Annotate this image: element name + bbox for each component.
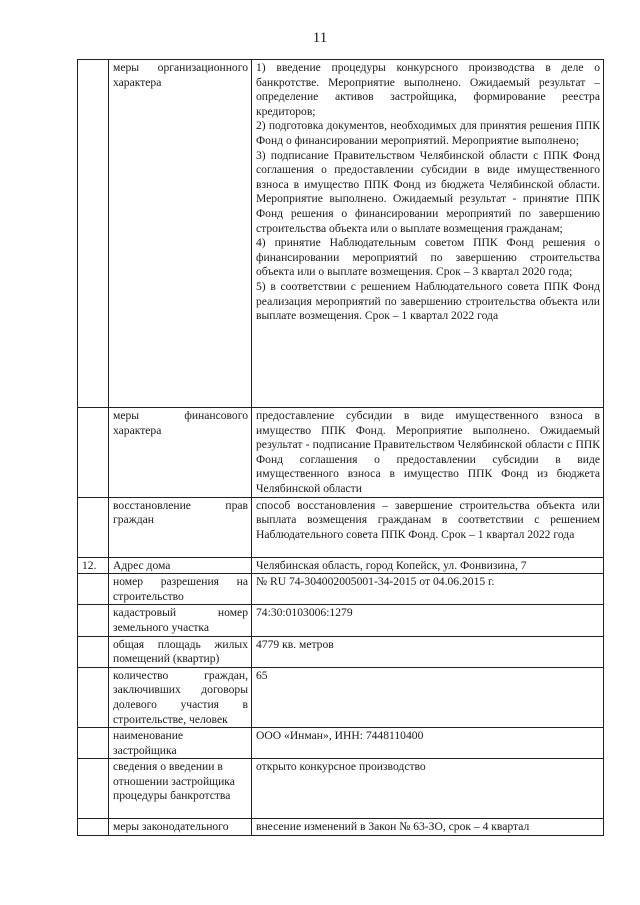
row-label: меры организационного характера — [109, 60, 252, 408]
table-row — [78, 605, 604, 636]
row-value: внесение изменений в Закон № 63-ЗО, срок – 4 квартал — [252, 819, 604, 836]
table-row — [78, 497, 604, 557]
row-value: ООО «Инман», ИНН: 7448110400 — [252, 728, 604, 759]
row-label: кадастровый номер земельного участка — [109, 605, 252, 636]
row-label: восстановление прав граждан — [109, 497, 252, 557]
value-paragraph: 1) введение процедуры конкурсного производства в деле о банкротстве. Мероприятие выполнено. Ожидаемый результат – определение активов застройщика, формирование реестра кредиторов; — [256, 61, 600, 118]
row-value: предоставление субсидии в виде имущественного взноса в имущество ППК Фонд. Мероприятие выполнено. Ожидаемый результат - подписание Правительством Челябинской области с ППК Фонд соглашения о предоставлении субсидии в виде имущественного взноса в имущество ППК Фонд из бюджета Челябинской области — [252, 408, 604, 498]
row-number — [78, 728, 109, 759]
table-row — [78, 574, 604, 605]
value-paragraph: 2) подготовка документов, необходимых для принятия решения ППК Фонд о финансировании мероприятий. Мероприятие выполнено; — [256, 119, 600, 147]
value-paragraph: 5) в соответствии с решением Наблюдательного совета ППК Фонд реализация мероприятий по завершению строительства объекта или выплате возмещения. Срок – 1 квартал 2022 года — [256, 279, 600, 323]
row-label: номер разрешения на строительство — [109, 574, 252, 605]
table-row — [78, 60, 604, 408]
row-label: меры финансового характера — [109, 408, 252, 498]
table-row — [78, 408, 604, 498]
row-number — [78, 574, 109, 605]
table-row — [78, 728, 604, 759]
row-label: сведения о введении в отношении застройщика процедуры банкротства — [109, 759, 252, 819]
row-number: 12. — [78, 557, 109, 574]
row-number — [78, 667, 109, 727]
row-label: Адрес дома — [109, 557, 252, 574]
row-value: № RU 74-304002005001-34-2015 от 04.06.2015 г. — [252, 574, 604, 605]
row-number — [78, 819, 109, 836]
table-row — [78, 557, 604, 574]
value-paragraph: 3) подписание Правительством Челябинской области с ППК Фонд соглашения о предоставлении субсидии в виде имущественного взноса в имущество ППК Фонд из бюджета Челябинской области. Мероприятие выполнено. Ожидаемый результат - принятие ППК Фонд решения о финансировании мероприятий по завершению строительства объекта или о выплате возмещения гражданам; — [256, 148, 600, 235]
row-value: способ восстановления – завершение строительства объекта или выплата возмещения гражданам в соответствии с решением Наблюдательного совета ППК Фонд. Срок – 1 квартал 2022 года — [252, 497, 604, 557]
row-value: 65 — [252, 667, 604, 727]
row-label: меры законодательного — [109, 819, 252, 836]
row-number — [78, 60, 109, 408]
row-value: 4779 кв. метров — [252, 636, 604, 667]
page-number: 11 — [312, 30, 328, 46]
row-value: Челябинская область, город Копейск, ул. Фонвизина, 7 — [252, 557, 604, 574]
table-row — [78, 759, 604, 819]
row-value: 74:30:0103006:1279 — [252, 605, 604, 636]
row-value — [252, 60, 604, 408]
value-paragraph: 4) принятие Наблюдательным советом ППК Фонд решения о финансировании мероприятий по завершению строительства объекта или о выплате возмещения. Срок – 3 квартал 2020 года; — [256, 236, 600, 279]
row-label: общая площадь жилых помещений (квартир) — [109, 636, 252, 667]
row-number — [78, 605, 109, 636]
table-row — [78, 636, 604, 667]
measures-table — [77, 59, 604, 836]
row-number — [78, 636, 109, 667]
row-label: количество граждан, заключивших договоры долевого участия в строительстве, человек — [109, 667, 252, 727]
row-number — [78, 759, 109, 819]
row-value: открыто конкурсное производство — [252, 759, 604, 819]
table-row — [78, 819, 604, 836]
row-number — [78, 408, 109, 498]
table-row — [78, 667, 604, 727]
row-number — [78, 497, 109, 557]
row-label: наименование застройщика — [109, 728, 252, 759]
